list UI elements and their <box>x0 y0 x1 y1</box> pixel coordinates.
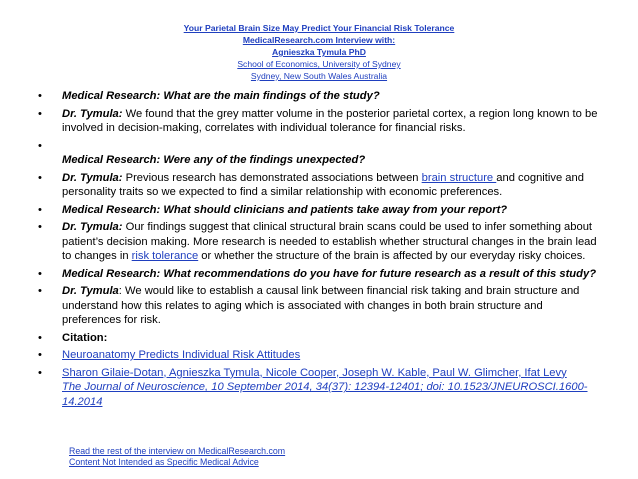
list-item <box>38 284 604 327</box>
footer <box>69 446 285 469</box>
bullet: • <box>38 349 42 362</box>
answer-label: Dr. Tymula <box>62 285 119 298</box>
question-1: Medical Research: What are the main findings of the study? <box>62 90 380 102</box>
header-title-link[interactable]: Your Parietal Brain Size May Predict Your Financial Risk Tolerance <box>183 23 455 33</box>
bullet: • <box>38 366 42 379</box>
answer-4-text: : We would like to establish a causal link between financial risk taking and brain structure and understand how this relates to aging which is associated with changes in both brain structure and preferences for risk. <box>62 285 580 326</box>
bullet: • <box>38 203 42 216</box>
list-item <box>38 171 604 200</box>
bullet: • <box>38 171 42 184</box>
risk-tolerance-link[interactable]: risk tolerance <box>131 249 199 262</box>
answer-1-text: We found that the grey matter volume in the posterior parietal cortex, a region long known to be involved in decision-making, correlates with individual tolerance for financial risks. <box>62 107 598 134</box>
citation-title-link[interactable]: Neuroanatomy Predicts Individual Risk Attitudes <box>62 349 301 362</box>
answer-label: Dr. Tymula: <box>62 107 123 120</box>
list-item <box>38 366 604 409</box>
answer-label: Dr. Tymula: <box>62 171 123 184</box>
answer-label: Dr. Tymula: <box>62 221 123 234</box>
list-item <box>38 267 604 281</box>
bullet: • <box>38 139 42 152</box>
answer-3-pre: Our findings suggest that clinical structural brain scans could be used to infer something about patient’s decision making. More research is needed to establish whether structural changes in the brain lead to changes in <box>62 221 597 262</box>
header-school-link[interactable]: School of Economics, University of Sydney <box>237 59 401 69</box>
list-item <box>38 89 604 103</box>
question-4: Medical Research: What recommendations do you have for future research as a result of this study? <box>62 267 597 280</box>
read-more-link[interactable]: Read the rest of the interview on MedicalResearch.com <box>69 446 286 456</box>
citation-label: Citation: <box>62 331 108 344</box>
answer-2-pre: Previous research has demonstrated associations between <box>122 171 422 184</box>
header-name-link[interactable]: Agnieszka Tymula PhD <box>272 47 366 57</box>
list-item <box>38 203 604 217</box>
disclaimer-link[interactable]: Content Not Intended as Specific Medical Advice <box>69 457 259 468</box>
empty-line <box>62 139 604 153</box>
answer-2-post: and cognitive and personality traits so we expected to find a similar relationship with economic preferences. <box>62 171 584 198</box>
interview-list <box>38 89 604 412</box>
header-subtitle-link[interactable]: MedicalResearch.com Interview with: <box>242 35 396 45</box>
list-item <box>38 139 604 168</box>
citation-authors-link[interactable]: Sharon Gilaie-Dotan, Agnieszka Tymula, Nicole Cooper, Joseph W. Kable, Paul W. Glimcher, Ifat Levy <box>62 366 567 379</box>
list-item <box>38 107 604 136</box>
bullet: • <box>38 221 42 234</box>
answer-3-post: or whether the structure of the brain is affected by our everyday risky choices. <box>198 249 586 262</box>
bullet: • <box>38 331 42 344</box>
bullet: • <box>38 90 42 102</box>
header <box>0 22 638 82</box>
header-location-link[interactable]: Sydney, New South Wales Australia <box>250 71 388 81</box>
list-item <box>38 331 604 345</box>
bullet: • <box>38 285 42 298</box>
question-3: Medical Research: What should clinicians and patients take away from your report? <box>62 203 508 216</box>
brain-structure-link[interactable]: brain structure <box>421 171 497 184</box>
list-item <box>38 348 604 362</box>
bullet: • <box>38 267 42 280</box>
list-item <box>38 220 604 263</box>
citation-journal-link[interactable]: The Journal of Neuroscience, 10 September 2014, 34(37): 12394-12401; doi: 10.1523/JNEUROSCI.1600-14.2014 <box>62 381 588 408</box>
bullet: • <box>38 107 42 120</box>
question-2: Medical Research: Were any of the findings unexpected? <box>62 153 366 166</box>
